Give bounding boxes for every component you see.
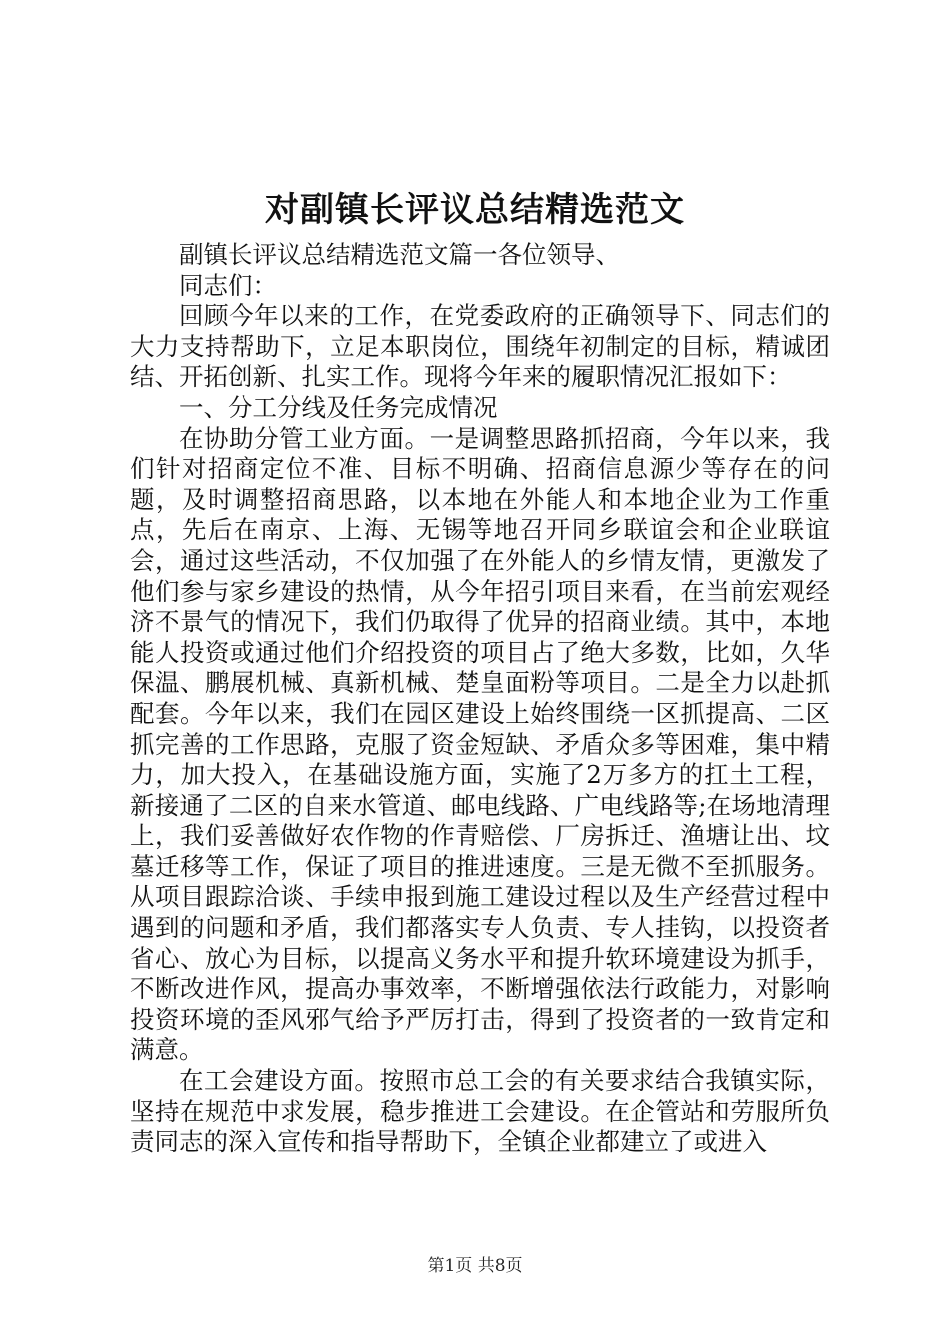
paragraph-review: 回顾今年以来的工作，在党委政府的正确领导下、同志们的大力支持帮助下，立足本职岗位，围绕年初制定的目标，精诚团结、开拓创新、扎实工作。现将今年来的履职情况汇报如下： xyxy=(130,301,830,392)
paragraph-intro: 副镇长评议总结精选范文篇一各位领导、 xyxy=(179,240,620,269)
page-footer: 第1页 共8页 xyxy=(427,1256,523,1276)
paragraph-industry: 在协助分管工业方面。一是调整思路抓招商，今年以来，我们针对招商定位不准、目标不明确、招商信息源少等存在的问题，及时调整招商思路，以本地在外能人和本地企业为工作重点，先后在南京、上海、无锡等地召开同乡联谊会和企业联谊会，通过这些活动，不仅加强了在外能人的乡情友情，更激发了他们参与家乡建设的热情，从今年招引项目来看，在当前宏观经济不景气的情况下，我们仍取得了优异的招商业绩。其中，本地能人投资或通过他们介绍投资的项目占了绝大多数，比如，久华保温、鹏展机械、真新机械、楚皇面粉等项目。二是全力以赴抓配套。今年以来，我们在园区建设上始终围绕一区抓提高、二区抓完善的工作思路，克服了资金短缺、矛盾众多等困难，集中精力，加大投入，在基础设施方面，实施了2万多方的扛土工程，新接通了二区的自来水管道、邮电线路、广电线路等;在场地清理上，我们妥善做好农作物的作青赔偿、厂房拆迁、渔塘让出、坟墓迁移等工作，保证了项目的推进速度。三是无微不至抓服务。从项目跟踪洽谈、手续申报到施工建设过程以及生产经营过程中遇到的问题和矛盾，我们都落实专人负责、专人挂钩，以投资者省心、放心为目标，以提高义务水平和提升软环境建设为抓手，不断改进作风，提高办事效率，不断增强依法行政能力，对影响投资环境的歪风邪气给予严厉打击，得到了投资者的一致肯定和满意。 xyxy=(130,423,830,1065)
paragraph-union: 在工会建设方面。按照市总工会的有关要求结合我镇实际，坚持在规范中求发展，稳步推进工会建设。在企管站和劳服所负责同志的深入宣传和指导帮助下，全镇企业都建立了或进入 xyxy=(130,1066,830,1157)
paragraph-salutation: 同志们： xyxy=(179,270,277,300)
document-title: 对副镇长评议总结精选范文 xyxy=(265,190,685,230)
section-heading: 一、分工分线及任务完成情况 xyxy=(179,392,498,422)
document-body xyxy=(130,240,830,1158)
